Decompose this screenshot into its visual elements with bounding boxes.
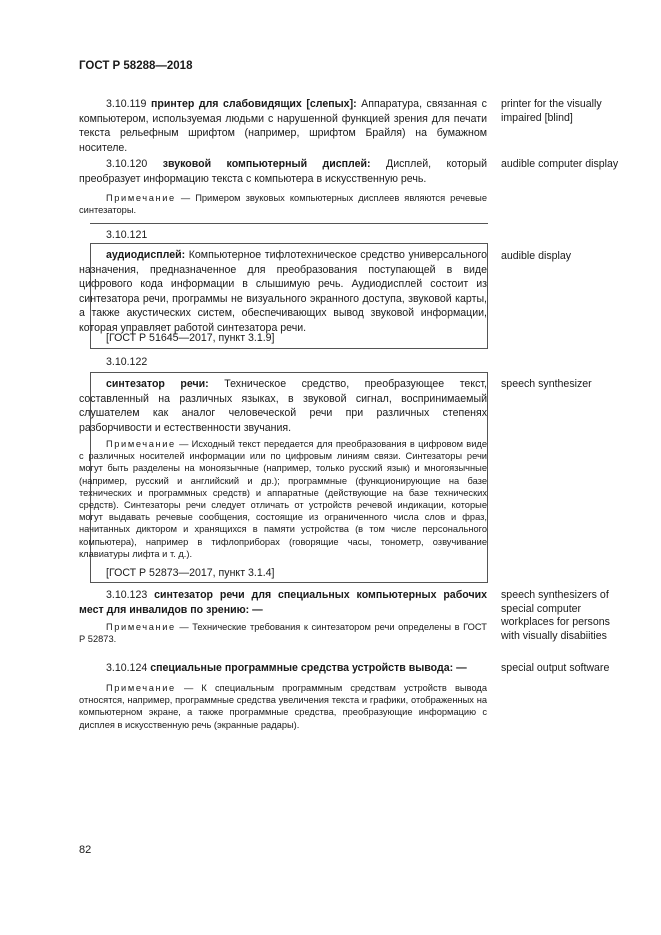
document-header: ГОСТ Р 58288—2018 (79, 60, 193, 72)
term-name: принтер для слабовидящих [слепых]: (150, 98, 357, 110)
note-label: Примечание (106, 193, 176, 203)
note-123 (79, 621, 487, 645)
term-name: аудиодисплей: (106, 249, 186, 261)
term-entry-119 (79, 97, 487, 155)
term-number: 3.10.119 (106, 98, 147, 110)
term-name: звуковой компьютерный дисплей: (162, 158, 371, 170)
term-number: 3.10.124 (106, 662, 148, 674)
note-label: Примечание (106, 439, 176, 449)
term-number: 3.10.123 (106, 589, 148, 601)
term-entry-124 (79, 661, 487, 676)
note-label: Примечание (106, 683, 176, 693)
term-number-122: 3.10.122 (106, 356, 148, 368)
term-name: синтезатор речи для специальных компьютерных рабочих мест для инвалидов по зрению: — (79, 589, 487, 616)
note-text: — К специальным программным средствам устройств вывода относятся, например, программные средства увеличения текста и графики, отображенных на компьютерном экране, а также программные средства, преобразующие информацию с дисплея в искусственную речь (экранные радары). (79, 683, 488, 730)
term-number-121: 3.10.121 (106, 229, 148, 241)
term-entry-121 (79, 248, 487, 335)
term-entry-120 (79, 157, 487, 186)
english-equivalent-119: printer for the visually impaired [blind] (501, 98, 602, 124)
note-label: Примечание (106, 622, 176, 632)
english-equivalent-124: special output software (501, 662, 610, 674)
note-120 (79, 192, 487, 216)
english-equivalent-121: audible display (501, 250, 572, 262)
source-reference-122: [ГОСТ Р 52873—2017, пункт 3.1.4] (106, 567, 275, 579)
english-equivalent-123: speech synthesizers of special computer workplaces for persons with visually disabiities (501, 589, 610, 642)
note-text: — Технические требования к синтезатором речи определены в ГОСТ Р 52873. (79, 622, 487, 645)
term-definition: Аппаратура, связанная с компьютером, используемая людьми с нарушенной функцией зрения для печати текста рельефным шрифтом (например, шрифтом Брайля) на бумажном носителе. (79, 98, 487, 154)
term-definition: Техническое средство, преобразующее текст, составленный на различных языках, в звуковой сигнал, воспринимаемый слушателем как аналог человеческой речи при различных степенях разборчивости и естественности звучания. (79, 378, 487, 434)
english-equivalent-122: speech synthesizer (501, 378, 592, 390)
note-124 (79, 682, 487, 731)
note-122 (79, 438, 487, 560)
term-name: синтезатор речи: (106, 378, 209, 390)
source-reference-121: [ГОСТ Р 51645—2017, пункт 3.1.9] (106, 332, 275, 344)
term-entry-123 (79, 588, 487, 617)
term-entry-122 (79, 377, 487, 435)
term-definition: Дисплей, который преобразует информацию текста с компьютера в искусственную речь. (79, 158, 487, 185)
page-number: 82 (79, 844, 92, 856)
english-equivalent-120: audible computer display (501, 158, 619, 170)
term-name: специальные программные средства устройств вывода: — (150, 662, 467, 674)
frame-top-rule (90, 223, 488, 224)
term-definition: Компьютерное тифлотехническое средство универсального назначения, предназначенное для преобразования поступающей в виде цифрового кода информации в слышимую речь. Аудиодисплей состоит из синтезатора речи, программы не визуального экранного доступа, звуковой карты, а также акустических систем, обеспечивающих вывод звуковой информации, которая управляет работой синтезатора речи. (79, 249, 487, 334)
note-text: — Примером звуковых компьютерных дисплеев являются речевые синтезаторы. (79, 193, 487, 216)
term-number: 3.10.120 (106, 158, 148, 170)
note-text: — Исходный текст передается для преобразования в цифровом виде с различных носителей информации или по цифровым линиям связи. Синтезаторы речи могут быть разделены на моноязычные (например, только русский язык) и многоязычные (например, русский и английский и др.); программные (функционирующие на базе технических и программных средств) и аппаратные (действующие на базе технических средств). Синтезаторы речи следует отличать от устройств речевой индикации, которые могут выдавать речевые сообщения, состоящие из ограниченного числа слов и фраз, начитанных диктором и хранящихся в памяти устройства (в том числе персонального компьютера), например в тифлоприборах (говорящие часы, тонометр, озвучивание клавиатуры лифта и т. д.). (79, 439, 487, 559)
